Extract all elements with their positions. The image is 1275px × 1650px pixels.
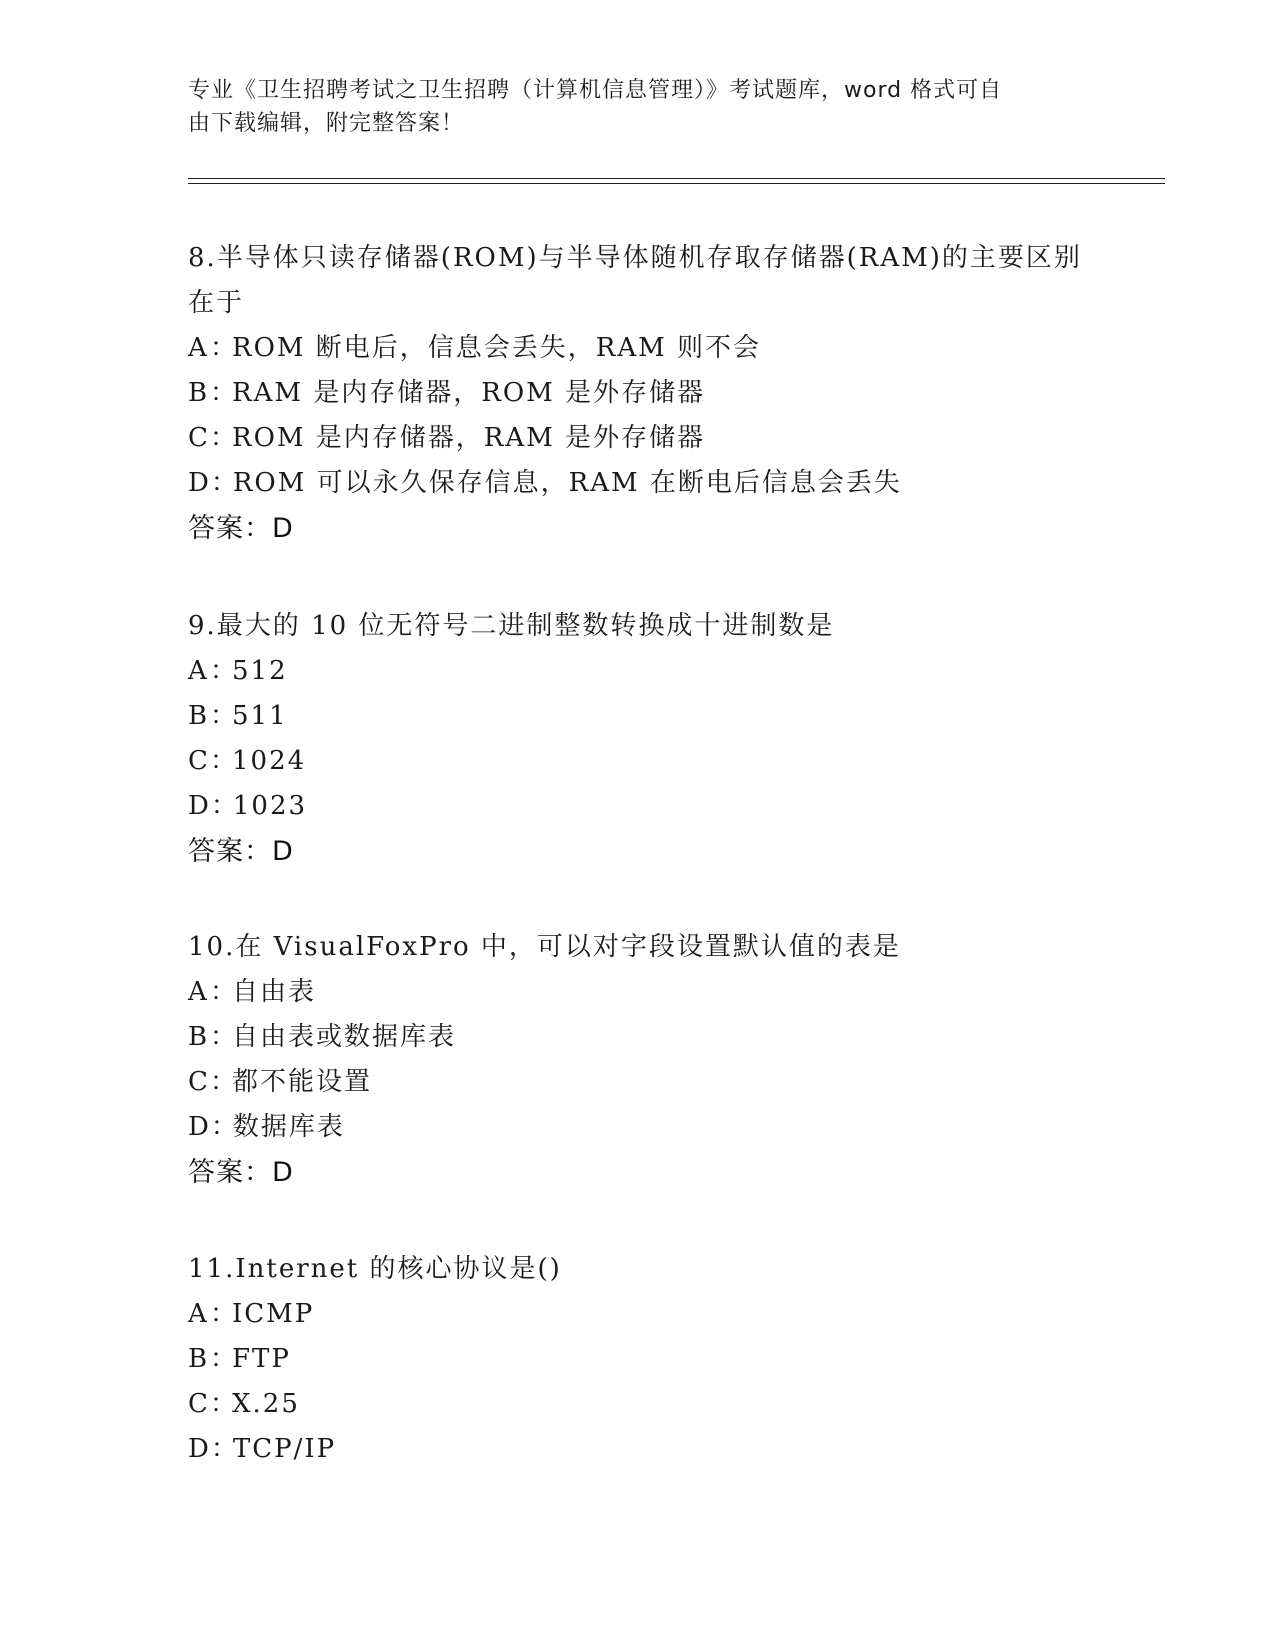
answer-line: 答案：D: [188, 836, 294, 867]
option-text: 自由表或数据库表: [232, 1022, 457, 1052]
option-c: [188, 1060, 1088, 1105]
option-letter: A: [188, 656, 209, 686]
option-letter: C: [188, 423, 210, 453]
question-stem: 8.半导体只读存储器(ROM)与半导体随机存取存储器(RAM)的主要区别: [188, 243, 1082, 273]
header-line-2: 由下载编辑，附完整答案！: [188, 111, 465, 136]
option-text: ROM 断电后，信息会丢失，RAM 则不会: [232, 333, 762, 363]
option-c: [188, 416, 1088, 461]
option-b: [188, 694, 1088, 739]
question-8: [188, 236, 1088, 551]
option-d: [188, 784, 1088, 829]
answer-line: 答案：D: [188, 1157, 294, 1188]
option-letter: C: [188, 1389, 210, 1419]
option-letter: D: [188, 1434, 211, 1464]
option-colon: ：: [210, 1067, 239, 1097]
option-text: 1024: [232, 746, 307, 776]
option-colon: ：: [210, 656, 239, 686]
option-letter: A: [188, 333, 209, 363]
option-letter: C: [188, 1067, 210, 1097]
option-colon: ：: [210, 468, 239, 498]
option-colon: ：: [210, 1389, 239, 1419]
option-letter: B: [188, 1344, 210, 1374]
option-colon: ：: [210, 746, 239, 776]
option-text: RAM 是内存储器，ROM 是外存储器: [232, 378, 706, 408]
question-stem: 10.在 VisualFoxPro 中，可以对字段设置默认值的表是: [188, 932, 901, 962]
option-letter: D: [188, 791, 211, 821]
option-text: ROM 是内存储器，RAM 是外存储器: [232, 423, 706, 453]
option-a: [188, 649, 1088, 694]
option-letter: A: [188, 1299, 209, 1329]
option-colon: ：: [210, 977, 239, 1007]
option-text: 1023: [232, 791, 308, 821]
option-b: [188, 371, 1088, 416]
option-letter: C: [188, 746, 210, 776]
option-c: [188, 739, 1088, 784]
option-colon: ：: [210, 378, 239, 408]
option-a: [188, 326, 1088, 371]
header-divider-bottom: [188, 183, 1165, 184]
option-text: 都不能设置: [232, 1067, 373, 1097]
option-letter: B: [188, 378, 210, 408]
option-text: ROM 可以永久保存信息，RAM 在断电后信息会丢失: [232, 468, 902, 498]
option-colon: ：: [210, 1434, 239, 1464]
header-divider-top: [188, 178, 1165, 179]
option-text: 512: [232, 656, 288, 686]
option-letter: A: [188, 977, 209, 1007]
option-colon: ：: [210, 423, 239, 453]
option-text: 511: [232, 701, 288, 731]
option-colon: ：: [210, 333, 239, 363]
question-stem: 11.Internet 的核心协议是(): [188, 1254, 562, 1284]
question-stem-continued: 在于: [188, 288, 245, 318]
option-letter: B: [188, 1022, 210, 1052]
option-text: X.25: [232, 1389, 300, 1419]
option-text: TCP/IP: [232, 1434, 337, 1464]
option-c: [188, 1382, 1088, 1427]
option-colon: ：: [210, 1112, 239, 1142]
option-text: ICMP: [232, 1299, 315, 1329]
option-d: [188, 1105, 1088, 1150]
header-line-1: 专业《卫生招聘考试之卫生招聘（计算机信息管理）》考试题库，word 格式可自: [188, 78, 1003, 103]
answer-line: 答案：D: [188, 513, 294, 544]
option-text: FTP: [232, 1344, 291, 1374]
option-a: [188, 1292, 1088, 1337]
option-letter: B: [188, 701, 210, 731]
option-colon: ：: [210, 1022, 239, 1052]
question-11: [188, 1247, 1088, 1472]
document-header: [188, 74, 1068, 140]
option-letter: D: [188, 1112, 211, 1142]
question-10: [188, 925, 1088, 1195]
option-b: [188, 1015, 1088, 1060]
option-colon: ：: [210, 791, 239, 821]
option-d: [188, 461, 1088, 506]
option-d: [188, 1427, 1088, 1472]
option-colon: ：: [210, 1299, 239, 1329]
option-colon: ：: [210, 1344, 239, 1374]
option-text: 自由表: [232, 977, 317, 1007]
option-colon: ：: [210, 701, 239, 731]
option-text: 数据库表: [232, 1112, 345, 1142]
option-a: [188, 970, 1088, 1015]
question-9: [188, 604, 1088, 874]
option-letter: D: [188, 468, 211, 498]
option-b: [188, 1337, 1088, 1382]
question-stem: 9.最大的 10 位无符号二进制整数转换成十进制数是: [188, 611, 835, 641]
